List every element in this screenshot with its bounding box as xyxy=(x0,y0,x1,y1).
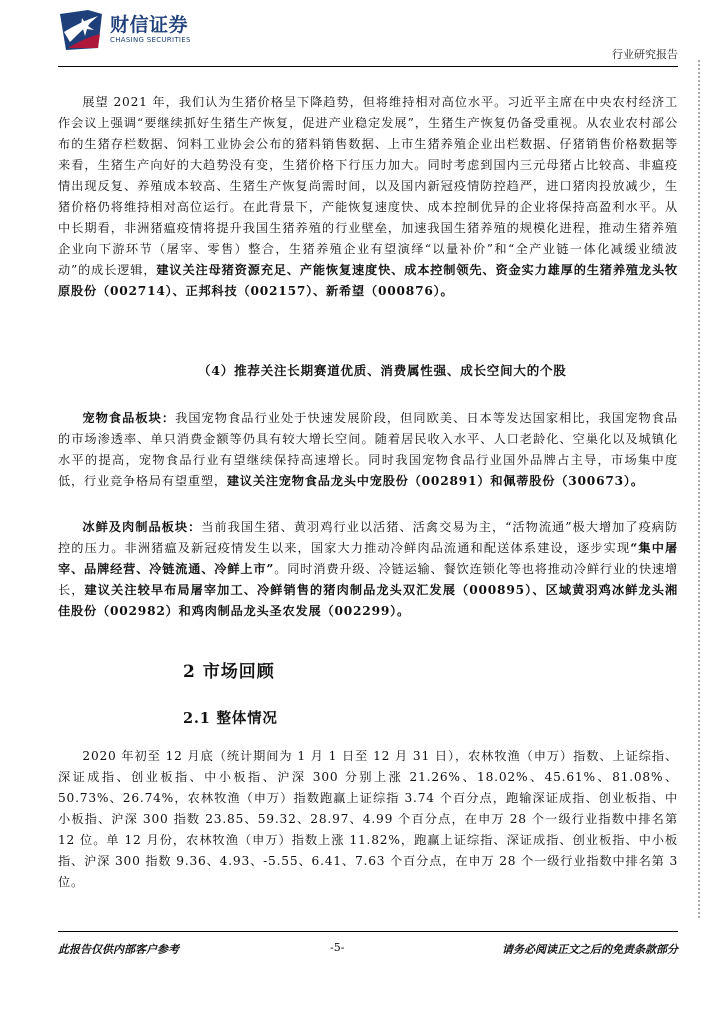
logo-emblem-icon xyxy=(58,8,104,52)
chilled-meat-lead: 冰鲜及肉制品板块： xyxy=(82,520,202,534)
chilled-meat-recommendation: 建议关注较早布局屠宰加工、冷鲜销售的猪肉制品龙头双汇发展（000895）、区域黄羽鸡冰鲜龙头湘佳股份（002982）和鸡肉制品龙头圣农发展（002299）。 xyxy=(58,583,678,618)
header-divider xyxy=(58,66,678,67)
page-number: -5- xyxy=(330,941,345,954)
right-margin-rule xyxy=(696,60,702,920)
pet-food-text: 我国宠物食品行业处于快速发展阶段，但同欧美、日本等发达国家相比，我国宠物食品的市场渗透率、单只消费金额等仍具有较大增长空间。随着居民收入水平、人口老龄化、空巢化以及城镇化水平的提高，宠物食品行业有望继续保持高速增长。同时我国宠物食品行业国外品牌占主导，市场集中度低，行业竞争格局有望重塑， xyxy=(58,411,678,488)
pet-food-recommendation: 建议关注宠物食品龙头中宠股份（002891）和佩蒂股份（300673）。 xyxy=(226,474,644,488)
outlook-text: 展望 2021 年，我们认为生猪价格呈下降趋势，但将维持相对高位水平。习近平主席在中央农村经济工作会议上强调“要继续抓好生猪生产恢复，促进产业稳定发展”，生猪生产恢复仍备受重视。从农业农村部公布的生猪存栏数据、饲料工业协会公布的猪料销售数据、上市生猪养殖企业出栏数据、仔猪销售价格数据等来看，生猪生产向好的大趋势没有变，生猪价格下行压力加大。同时考虑到国内三元母猪占比较高、非瘟疫情出现反复、养殖成本较高、生猪生产恢复尚需时间，以及国内新冠疫情防控趋严，进口猪肉投放减少，生猪价格仍将维持相对高位运行。在此背景下，产能恢复速度快、成本控制优异的企业将保持高盈利水平。从中长期看，非洲猪瘟疫情将提升我国生猪养殖的行业壁垒，加速我国生猪养殖的规模化进程，推动生猪养殖企业向下游环节（屠宰、零售）整合，生猪养殖企业有望演绎“以量补价”和“全产业链一体化减缓业绩波动”的成长逻辑， xyxy=(58,95,678,277)
pet-food-lead: 宠物食品板块： xyxy=(82,411,176,425)
footer-disclaimer-left: 此报告仅供内部客户参考 xyxy=(58,943,179,956)
outlook-recommendation: 建议关注母猪资源充足、产能恢复速度快、成本控制领先、资金实力雄厚的生猪养殖龙头牧原股份（002714）、正邦科技（002157）、新希望（000876）。 xyxy=(58,263,679,298)
footer-divider xyxy=(58,931,678,932)
chilled-meat-paragraph xyxy=(58,517,678,622)
section-heading-market-review: 2 市场回顾 xyxy=(183,662,275,682)
outlook-paragraph xyxy=(58,92,678,302)
section-subheading-4: （4）推荐关注长期赛道优质、消费属性强、成长空间大的个股 xyxy=(198,363,567,378)
chilled-meat-text-b: 。同时消费升级、冷链运输、餐饮连锁化等也将推动冷鲜行业的快速增长， xyxy=(58,562,678,597)
logo-english-name: CHASING SECURITIES xyxy=(110,36,191,44)
market-review-paragraph: 2020 年初至 12 月底（统计期间为 1 月 1 日至 12 月 31 日），农林牧渔（申万）指数、上证综指、深证成指、创业板指、中小板指、沪深 300 分别上涨 21.26%、18.02%、45.61%、81.08%、50.73%、26.74%，农林牧渔（申万）指数跑赢上证综指 3.74 个百分点，跑输深证成指、创业板指、中小板指、沪深 300 指数 23.85、59.32、28.97、4.99 个百分点，在申万 28 个一级行业指数中排名第 12 位。单 12 月份，农林牧渔（申万）指数上涨 11.82%，跑赢上证综指、深证成指、创业板指、中小板指、沪深 300 指数 9.36、4.93、-5.55、6.41、7.63 个百分点，在申万 28 个一级行业指数中排名第 3 位。 xyxy=(58,749,678,889)
section-heading-overall: 2.1 整体情况 xyxy=(183,710,278,727)
document-type-label: 行业研究报告 xyxy=(612,48,678,61)
chilled-meat-text-a: 当前我国生猪、黄羽鸡行业以活猪、活禽交易为主，“活物流通”极大增加了疫病防控的压力。非洲猪瘟及新冠疫情发生以来，国家大力推动冷鲜肉品流通和配送体系建设，逐步实现 xyxy=(58,520,678,555)
logo-chinese-name: 财信证券 xyxy=(110,14,189,36)
footer-disclaimer-right: 请务必阅读正文之后的免责条款部分 xyxy=(502,943,678,956)
pet-food-paragraph xyxy=(58,408,678,492)
chilled-meat-highlight: “集中屠宰、品牌经营、冷链流通、冷鲜上市” xyxy=(58,541,678,576)
company-logo xyxy=(58,8,228,52)
